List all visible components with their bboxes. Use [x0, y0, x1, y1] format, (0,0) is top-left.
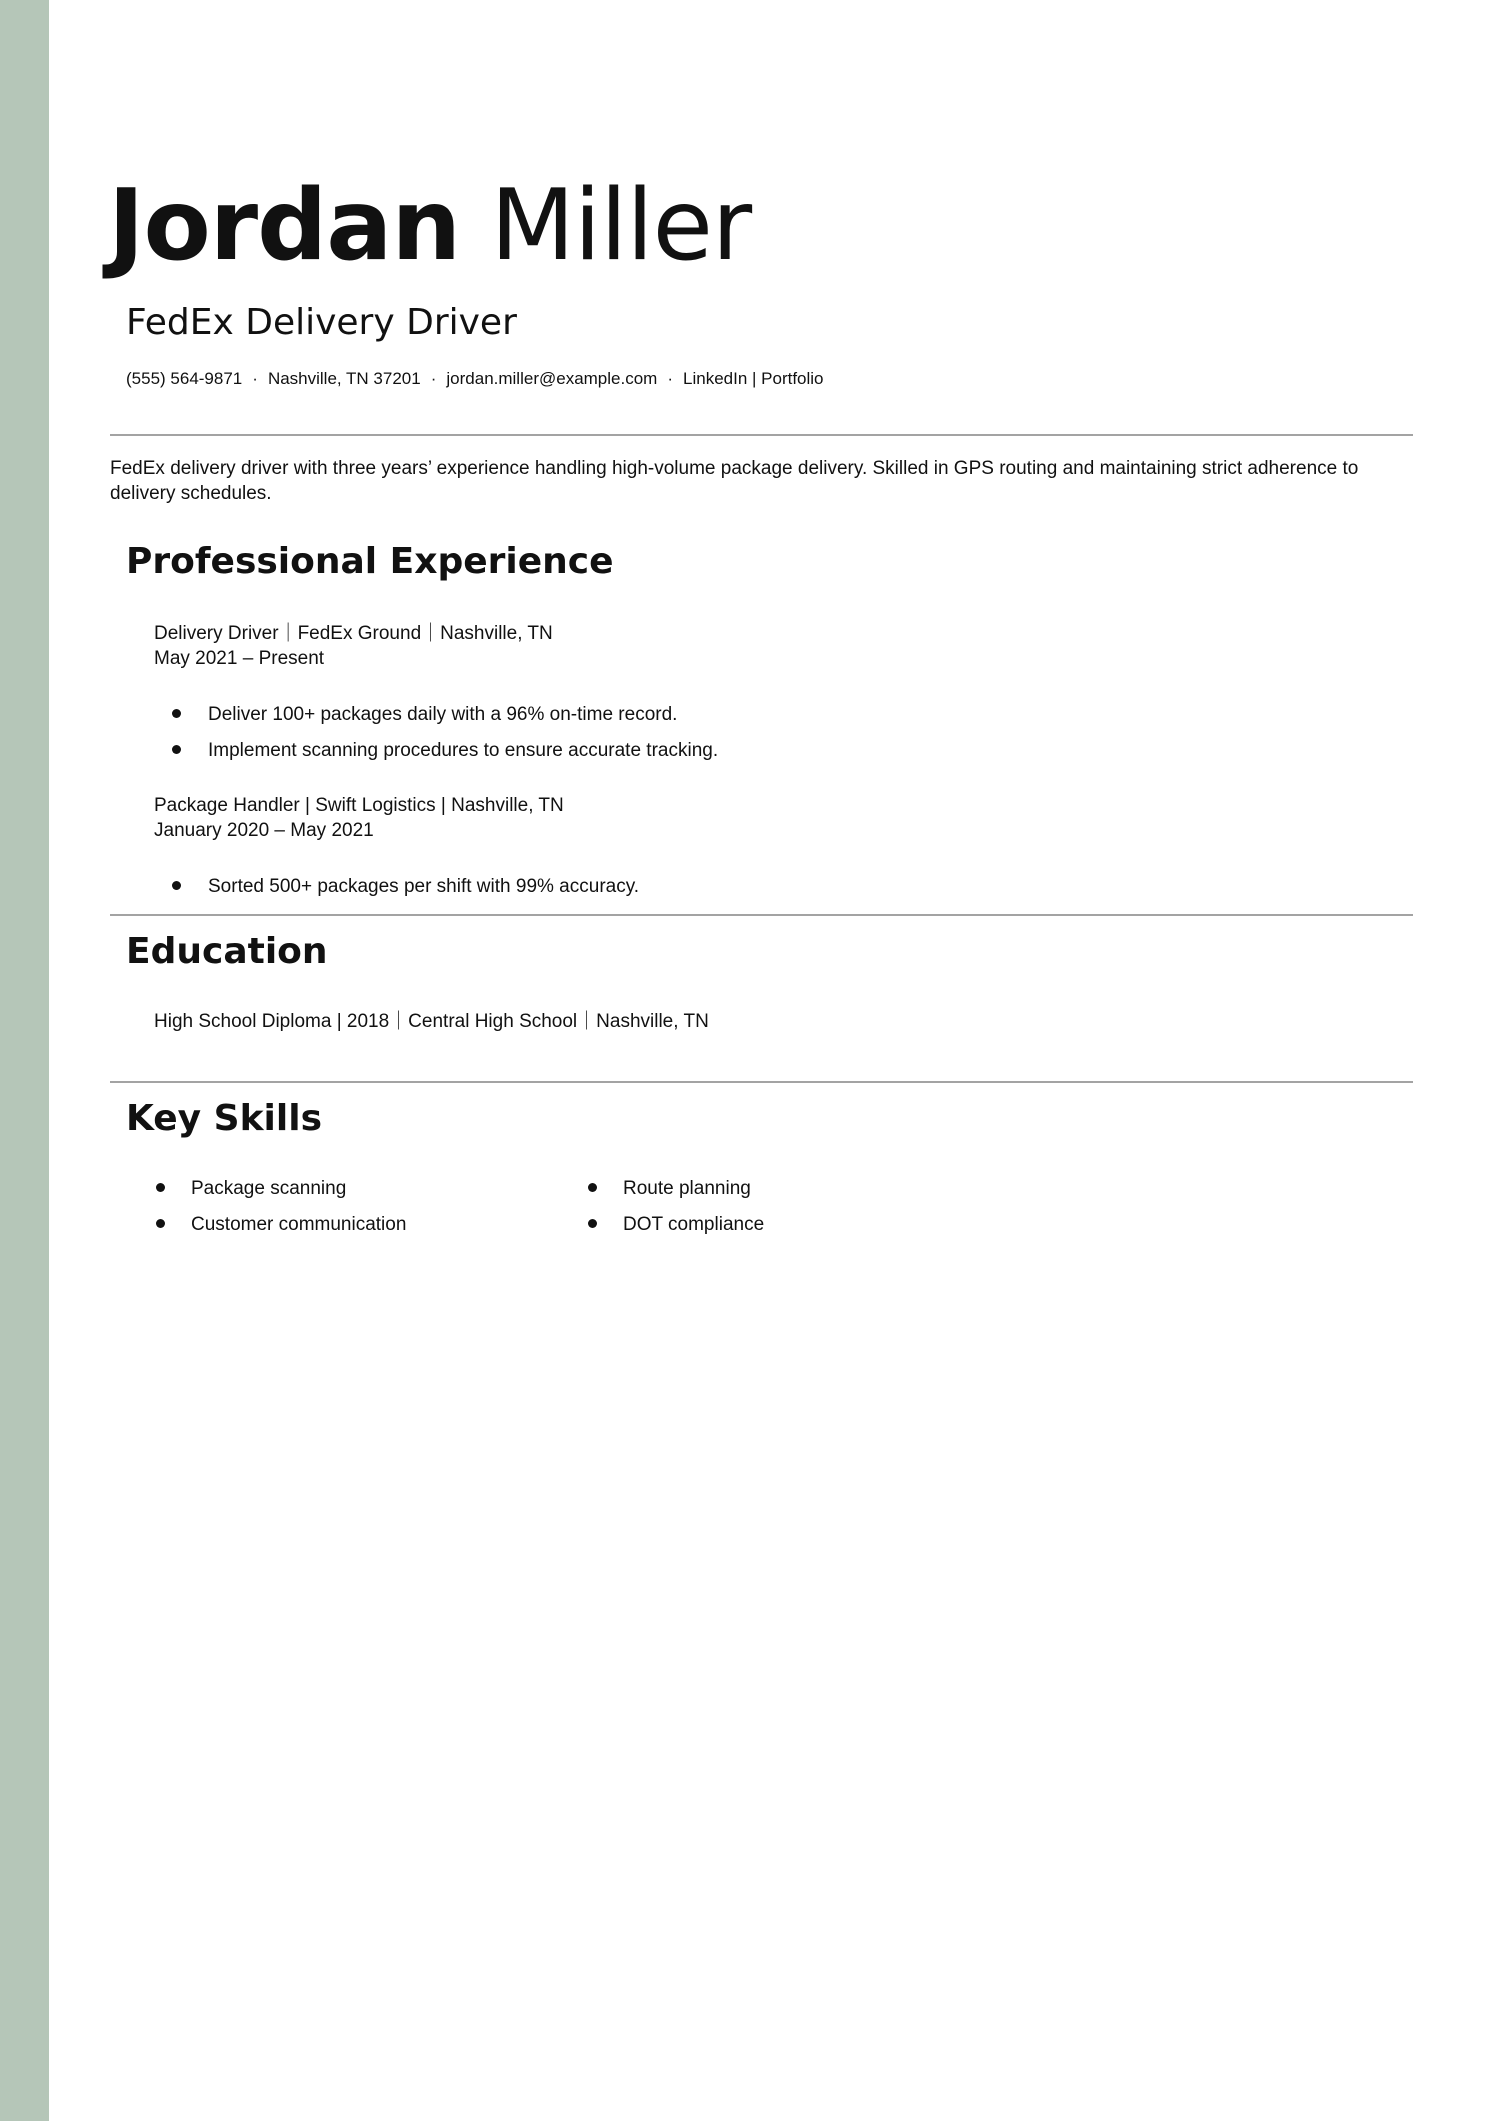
job-header: Package Handler | Swift Logistics | Nashville, TN: [154, 795, 564, 816]
skills-heading: Key Skills: [126, 1098, 322, 1139]
skill-item: DOT compliance: [623, 1214, 765, 1235]
skill-item: Route planning: [623, 1178, 751, 1199]
job-header: Delivery Driver｜FedEx Ground｜Nashville, TN: [154, 623, 553, 644]
divider: [110, 434, 1413, 436]
location: Nashville, TN 37201: [267, 369, 421, 388]
education-entry: High School Diploma | 2018｜Central High School｜Nashville, TN: [154, 1011, 709, 1032]
skill-item: Package scanning: [191, 1178, 347, 1199]
email-link[interactable]: jordan.miller@example.com: [446, 369, 658, 388]
job-dates: May 2021 – Present: [154, 648, 325, 669]
skill-item: Customer communication: [191, 1214, 407, 1235]
contact-separator: ·: [667, 369, 674, 388]
first-name: Jordan: [108, 169, 461, 283]
sidebar-accent: [0, 0, 49, 2121]
bullet-icon: [156, 1219, 165, 1228]
job-dates: January 2020 – May 2021: [154, 820, 374, 841]
last-name: Miller: [490, 169, 752, 283]
bullet-icon: [172, 709, 181, 718]
candidate-name: [108, 168, 751, 286]
job-title: FedEx Delivery Driver: [126, 302, 517, 343]
bullet-icon: [172, 881, 181, 890]
bullet-icon: [156, 1183, 165, 1192]
bullet-icon: [588, 1183, 597, 1192]
profile-links[interactable]: LinkedIn | Portfolio: [683, 369, 824, 388]
contact-separator: ·: [252, 369, 258, 388]
divider: [110, 1081, 1413, 1083]
contact-line: [126, 369, 824, 389]
job-bullet: Sorted 500+ packages per shift with 99% accuracy.: [208, 876, 640, 897]
bullet-icon: [172, 745, 181, 754]
bullet-icon: [588, 1219, 597, 1228]
job-bullet: Implement scanning procedures to ensure accurate tracking.: [208, 740, 719, 761]
job-bullet: Deliver 100+ packages daily with a 96% on-time record.: [208, 704, 678, 725]
education-heading: Education: [126, 931, 328, 972]
divider: [110, 914, 1413, 916]
phone: (555) 564-9871: [126, 369, 243, 388]
contact-separator: ·: [430, 369, 437, 388]
summary: FedEx delivery driver with three years’ experience handling high-volume package delivery. Skilled in GPS routing and maintaining strict adherence to delivery schedules.: [110, 458, 1359, 504]
experience-heading: Professional Experience: [126, 541, 614, 582]
